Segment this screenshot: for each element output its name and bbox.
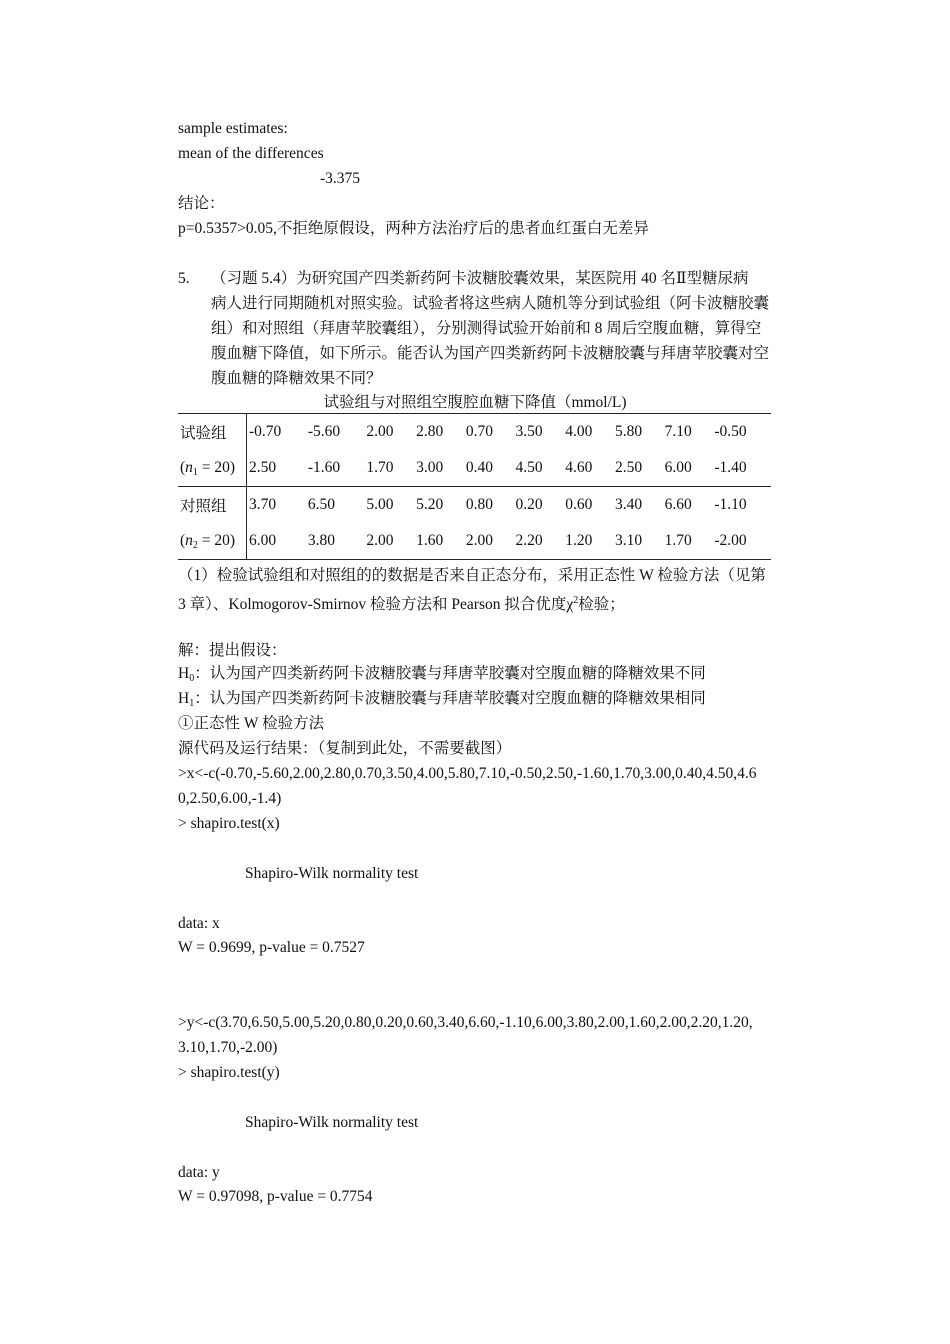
table-cell: 0.20	[514, 487, 564, 524]
h1-letter: H	[178, 690, 190, 707]
table-row	[178, 414, 771, 451]
shapiro-x-result: W = 0.9699, p-value = 0.7527	[178, 939, 365, 956]
glucose-table	[178, 413, 771, 560]
h1-text: ：认为国产四类新药阿卡波糖胶囊与拜唐苹胶囊对空腹血糖的降糖效果相同	[194, 690, 706, 707]
table-cell: -0.70	[247, 414, 306, 451]
table-cell: 2.80	[414, 414, 464, 451]
sample-estimates-label: sample estimates:	[178, 120, 288, 137]
source-label: 源代码及运行结果：（复制到此处，不需要截图）	[178, 740, 512, 757]
table-cell: 3.80	[306, 523, 365, 560]
table-cell: 7.10	[663, 414, 713, 451]
code-x-line-2: 0,2.50,6.00,-1.4)	[178, 790, 282, 807]
n-prefix: (	[180, 458, 186, 476]
table-cell: 2.00	[364, 523, 414, 560]
subquestion-1-text: 3 章）、Kolmogorov-Smirnov 检验方法和 Pearson 拟合优度	[178, 596, 567, 614]
shapiro-x-title: Shapiro-Wilk normality test	[245, 865, 419, 882]
shapiro-y-data: data: y	[178, 1164, 220, 1181]
table-cell: 2.00	[364, 414, 414, 451]
table-row	[178, 450, 771, 487]
table-cell: 6.00	[664, 459, 692, 476]
chi-superscript: 2	[573, 595, 579, 606]
h0-letter: H	[178, 665, 190, 682]
question-line-2: 病人进行同期随机对照实验。试验者将这些病人随机等分到试验组（阿卡波糖胶囊	[211, 295, 770, 312]
table-cell: 0.70	[464, 414, 514, 451]
table-cell: 2.20	[514, 523, 564, 560]
conclusion-text: p=0.5357>0.05,不拒绝原假设，两种方法治疗后的患者血红蛋白无差异	[178, 220, 649, 237]
h1-subscript: 1	[189, 698, 195, 709]
table-cell: 2.50	[249, 459, 277, 476]
table-cell: 5.00	[364, 487, 414, 524]
n-suffix: = 20)	[197, 531, 236, 549]
table-cell: -0.50	[712, 414, 771, 451]
table-cell: 0.40	[465, 459, 493, 476]
chi-symbol: χ	[566, 596, 574, 614]
table-cell: 5.20	[414, 487, 464, 524]
table-cell: 2.00	[464, 523, 514, 560]
table-cell: -5.60	[306, 414, 365, 451]
code-y-line-2: 3.10,1.70,-2.00)	[178, 1039, 278, 1056]
shapiro-y-result: W = 0.97098, p-value = 0.7754	[178, 1188, 373, 1205]
table-cell: 5.80	[613, 414, 663, 451]
code-x-line-3: > shapiro.test(x)	[178, 815, 280, 832]
code-y-line-3: > shapiro.test(y)	[178, 1064, 280, 1081]
question-line-5: 腹血糖的降糖效果不同？	[211, 370, 382, 387]
question-line-1: （习题 5.4）为研究国产四类新药阿卡波糖胶囊效果，某医院用 40 名Ⅱ型糖尿病	[211, 270, 749, 287]
h0-subscript: 0	[189, 673, 195, 684]
subquestion-1-suffix: 检验；	[578, 596, 625, 614]
solution-intro: 解：提出假设：	[178, 642, 287, 659]
mean-differences-label: mean of the differences	[178, 145, 324, 162]
table-cell: -1.40	[714, 459, 747, 476]
question-line-3: 组）和对照组（拜唐苹胶囊组），分别测得试验开始前和 8 周后空腹血糖，算得空	[211, 320, 762, 337]
table-cell: 2.50	[614, 459, 643, 476]
group1-n-label	[178, 450, 247, 487]
hypothesis-h1	[178, 689, 706, 714]
table-row	[178, 487, 771, 524]
n-variable: n	[185, 458, 193, 476]
table-caption: 试验组与对照组空腹腔血糖下降值（mmol/L)	[323, 394, 627, 411]
conclusion-label: 结论：	[178, 195, 225, 212]
shapiro-x-data: data: x	[178, 915, 220, 932]
table-cell: 3.40	[613, 487, 663, 524]
n-suffix: = 20)	[197, 458, 236, 476]
table-cell: 4.50	[515, 459, 543, 476]
n-subscript: 2	[192, 539, 198, 551]
group2-label: 对照组	[178, 487, 247, 524]
n-variable: n	[185, 531, 193, 549]
group1-label: 试验组	[178, 414, 247, 451]
n-subscript: 1	[192, 466, 198, 478]
table-cell: -1.10	[712, 487, 771, 524]
table-cell: 3.50	[514, 414, 564, 451]
hypothesis-h0	[178, 664, 706, 689]
code-x-line-1: >x<-c(-0.70,-5.60,2.00,2.80,0.70,3.50,4.00,5.80,7.10,-0.50,2.50,-1.60,1.70,3.00,0.40,4.50,4.6	[178, 765, 757, 782]
question-line-4: 腹血糖下降值，如下所示。能否认为国产四类新药阿卡波糖胶囊与拜唐苹胶囊对空	[211, 345, 770, 362]
table-cell: 0.80	[464, 487, 514, 524]
subquestion-1-line-1: （1）检验试验组和对照组的的数据是否来自正态分布，采用正态性 W 检验方法（见第	[178, 567, 766, 584]
subquestion-1-line-2	[178, 591, 625, 615]
table-cell: 3.70	[247, 487, 306, 524]
table-cell: 1.20	[563, 523, 613, 560]
table-cell: 4.00	[563, 414, 613, 451]
table-cell: 6.00	[247, 523, 306, 560]
table-cell: 1.60	[414, 523, 464, 560]
table-cell: 6.50	[306, 487, 365, 524]
table-cell: 3.00	[416, 459, 444, 476]
h0-text: ：认为国产四类新药阿卡波糖胶囊与拜唐苹胶囊对空腹血糖的降糖效果不同	[194, 665, 706, 682]
shapiro-y-title: Shapiro-Wilk normality test	[245, 1114, 419, 1131]
n-prefix: (	[180, 531, 186, 549]
table-cell: 1.70	[366, 459, 394, 476]
group2-n-label	[178, 523, 247, 560]
method-title: ①正态性 W 检验方法	[178, 715, 325, 732]
table-cell: -2.00	[712, 523, 771, 560]
table-cell: 6.60	[663, 487, 713, 524]
table-cell: 1.70	[663, 523, 713, 560]
table-cell: -1.60	[307, 459, 341, 476]
mean-differences-value: -3.375	[320, 170, 361, 187]
table-cell: 4.60	[565, 459, 593, 476]
table-row	[178, 523, 771, 560]
question-number: 5.	[178, 270, 190, 287]
code-y-line-1: >y<-c(3.70,6.50,5.00,5.20,0.80,0.20,0.60,3.40,6.60,-1.10,6.00,3.80,2.00,1.60,2.00,2.20,1.20,	[178, 1014, 753, 1031]
table-cell: 0.60	[563, 487, 613, 524]
table-cell: 3.10	[613, 523, 663, 560]
